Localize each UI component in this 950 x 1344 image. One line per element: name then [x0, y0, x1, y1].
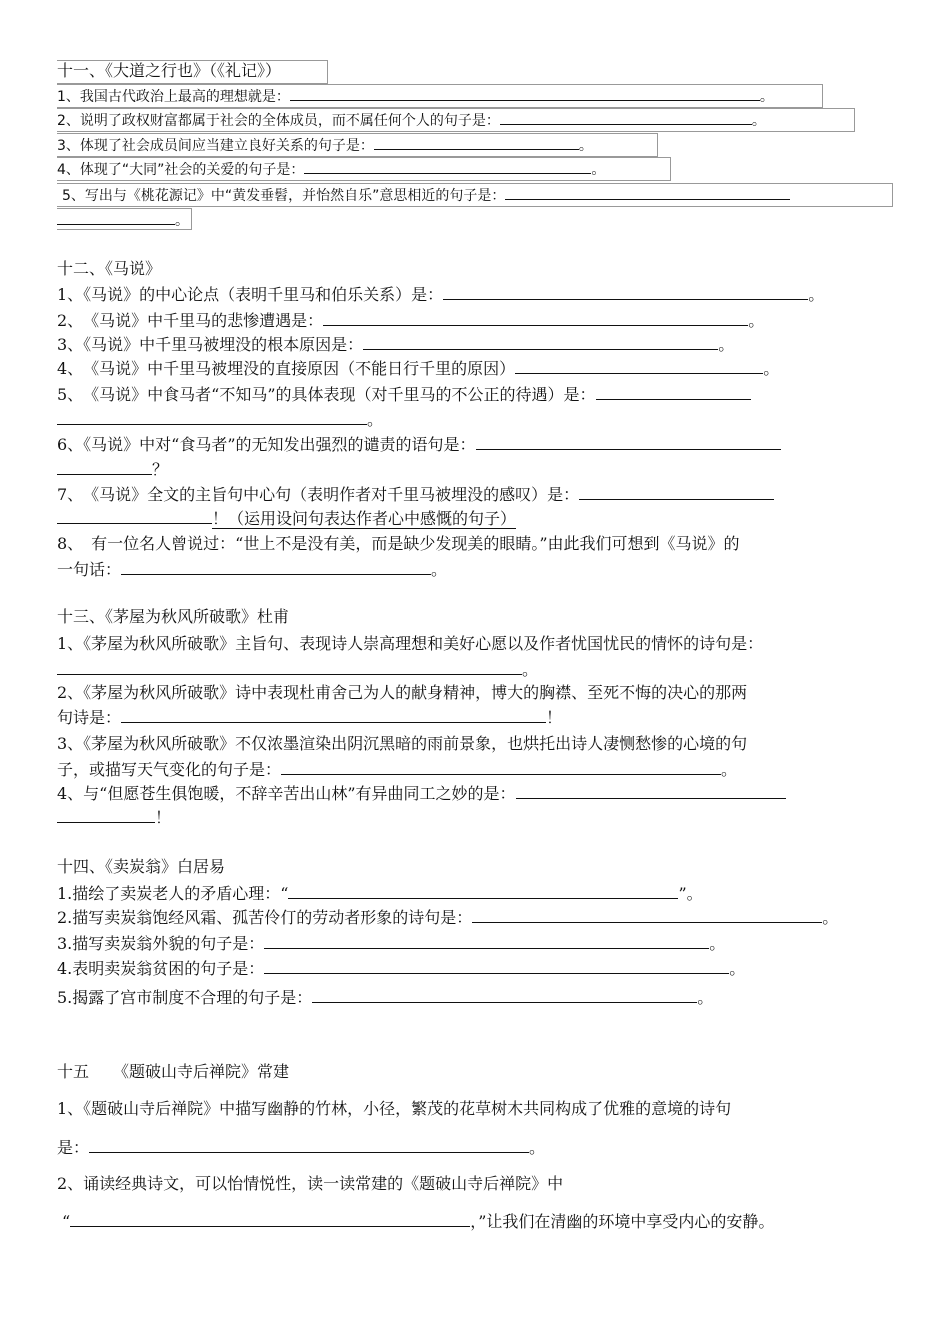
answer-blank[interactable] — [304, 157, 591, 174]
answer-blank[interactable] — [288, 882, 678, 899]
answer-blank[interactable] — [121, 706, 546, 723]
s11-q4: 4、体现了“大同”社会的关爱的句子是： 。 — [57, 157, 605, 181]
answer-blank[interactable] — [121, 558, 431, 575]
s11-q5: 5、写出与《桃花源记》中“黄发垂髫，并怡然自乐”意思相近的句子是： — [62, 183, 790, 207]
s14-q2: 2.描写卖炭翁饱经风霜、孤苦伶仃的劳动者形象的诗句是： 。 — [57, 908, 839, 927]
answer-blank[interactable] — [57, 208, 175, 225]
s11-q3: 3、体现了社会成员间应当建立良好关系的句子是： 。 — [57, 133, 593, 157]
answer-blank[interactable] — [290, 84, 760, 101]
answer-blank[interactable] — [57, 658, 522, 675]
answer-blank[interactable] — [596, 383, 751, 400]
answer-blank[interactable] — [264, 957, 729, 974]
s12-q1: 1、《马说》的中心论点（表明千里马和伯乐关系）是： 。 — [57, 285, 825, 304]
s14-q1: 1.描绘了卖炭老人的矛盾心理：“ ”。 — [57, 884, 703, 903]
section-15-title: 十五 《题破山寺后禅院》常建 — [57, 1062, 290, 1081]
answer-blank[interactable] — [57, 408, 367, 425]
s12-q2: 2、 《马说》中千里马的悲惨遭遇是： 。 — [57, 311, 765, 330]
answer-blank[interactable] — [476, 433, 781, 450]
s13-q4: 4、与“但愿苍生俱饱暖，不辞辛苦出山林”有异曲同工之妙的是： — [57, 782, 786, 805]
s13-q1-cont: 。 — [57, 658, 538, 681]
s12-q7-cont: ！（运用设问句表达作者心中感慨的句子） — [57, 507, 516, 530]
s15-q2: 2、诵读经典诗文，可以怡情悦性，读一读常建的《题破山寺后禅院》中 — [57, 1174, 564, 1193]
answer-blank[interactable] — [312, 986, 697, 1003]
answer-blank[interactable] — [500, 108, 752, 125]
answer-blank[interactable] — [505, 183, 790, 200]
answer-blank[interactable] — [57, 806, 155, 823]
s12-q8-cont: 一句话： 。 — [57, 560, 448, 579]
s14-q5: 5.揭露了宫市制度不合理的句子是： 。 — [57, 988, 714, 1007]
s15-q1-cont: 是： 。 — [57, 1138, 546, 1157]
s13-q2: 2、《茅屋为秋风所破歌》诗中表现杜甫舍己为人的献身精神，博大的胸襟、至死不悔的决心的那两 — [57, 683, 748, 702]
answer-blank[interactable] — [515, 357, 763, 374]
s12-q8: 8、 有一位名人曾说过：“世上不是没有美，而是缺少发现美的眼睛。”由此我们可想到《马说》的 — [57, 534, 740, 553]
section-11-title: 十一、《大道之行也》（《礼记》） — [57, 61, 282, 80]
s15-q1: 1、《题破山寺后禅院》中描写幽静的竹林，小径，繁茂的花草树木共同构成了优雅的意境的诗句 — [57, 1099, 732, 1118]
answer-blank[interactable] — [443, 283, 808, 300]
s15-q2-cont: “ ，”让我们在清幽的环境中享受内心的安静。 — [62, 1212, 775, 1231]
s12-q5: 5、 《马说》中食马者“不知马”的具体表现（对千里马的不公正的待遇）是： — [57, 383, 751, 406]
s11-q5-cont: 。 — [57, 208, 189, 232]
s13-q3: 3、《茅屋为秋风所破歌》不仅浓墨渲染出阴沉黑暗的雨前景象，也烘托出诗人凄恻愁惨的心境的句 — [57, 734, 748, 753]
s14-q3: 3.描写卖炭翁外貌的句子是： 。 — [57, 934, 726, 953]
answer-blank[interactable] — [472, 906, 822, 923]
answer-blank[interactable] — [57, 458, 152, 475]
s13-q3-cont: 子，或描写天气变化的句子是： 。 — [57, 760, 738, 779]
s11-q2: 2、说明了政权财富都属于社会的全体成员，而不属任何个人的句子是： 。 — [57, 108, 766, 132]
s12-q5-cont: 。 — [57, 408, 383, 431]
s11-q1: 1、我国古代政治上最高的理想就是： 。 — [57, 84, 774, 108]
answer-blank[interactable] — [70, 1210, 470, 1227]
s14-q4: 4.表明卖炭翁贫困的句子是： 。 — [57, 959, 746, 978]
s12-q4: 4、 《马说》中千里马被埋没的直接原因（不能日行千里的原因） 。 — [57, 359, 780, 378]
section-13-title: 十三、《茅屋为秋风所破歌》杜甫 — [57, 607, 290, 626]
s13-q2-cont: 句诗是： ！ — [57, 708, 563, 727]
answer-blank[interactable] — [57, 507, 212, 524]
s12-q7: 7、 《马说》全文的主旨句中心句（表明作者对千里马被埋没的感叹）是： — [57, 483, 774, 506]
section-12-title: 十二、《马说》 — [57, 259, 162, 278]
answer-blank[interactable] — [374, 133, 579, 150]
answer-blank[interactable] — [281, 758, 721, 775]
section-14-title: 十四、《卖炭翁》白居易 — [57, 857, 226, 876]
answer-blank[interactable] — [579, 483, 774, 500]
answer-blank[interactable] — [516, 782, 786, 799]
answer-blank[interactable] — [264, 932, 709, 949]
s12-q3: 3、《马说》中千里马被埋没的根本原因是： 。 — [57, 335, 735, 354]
s12-q6-cont: ？ — [57, 458, 168, 481]
s13-q4-cont: ！ — [57, 806, 171, 829]
s13-q1: 1、《茅屋为秋风所破歌》主旨句、表现诗人崇高理想和美好心愿以及作者忧国忧民的情怀的诗句是： — [57, 634, 764, 653]
answer-blank[interactable] — [89, 1136, 529, 1153]
s12-q6: 6、《马说》中对“食马者”的无知发出强烈的谴责的语句是： — [57, 433, 781, 456]
answer-blank[interactable] — [323, 309, 748, 326]
answer-blank[interactable] — [363, 333, 718, 350]
